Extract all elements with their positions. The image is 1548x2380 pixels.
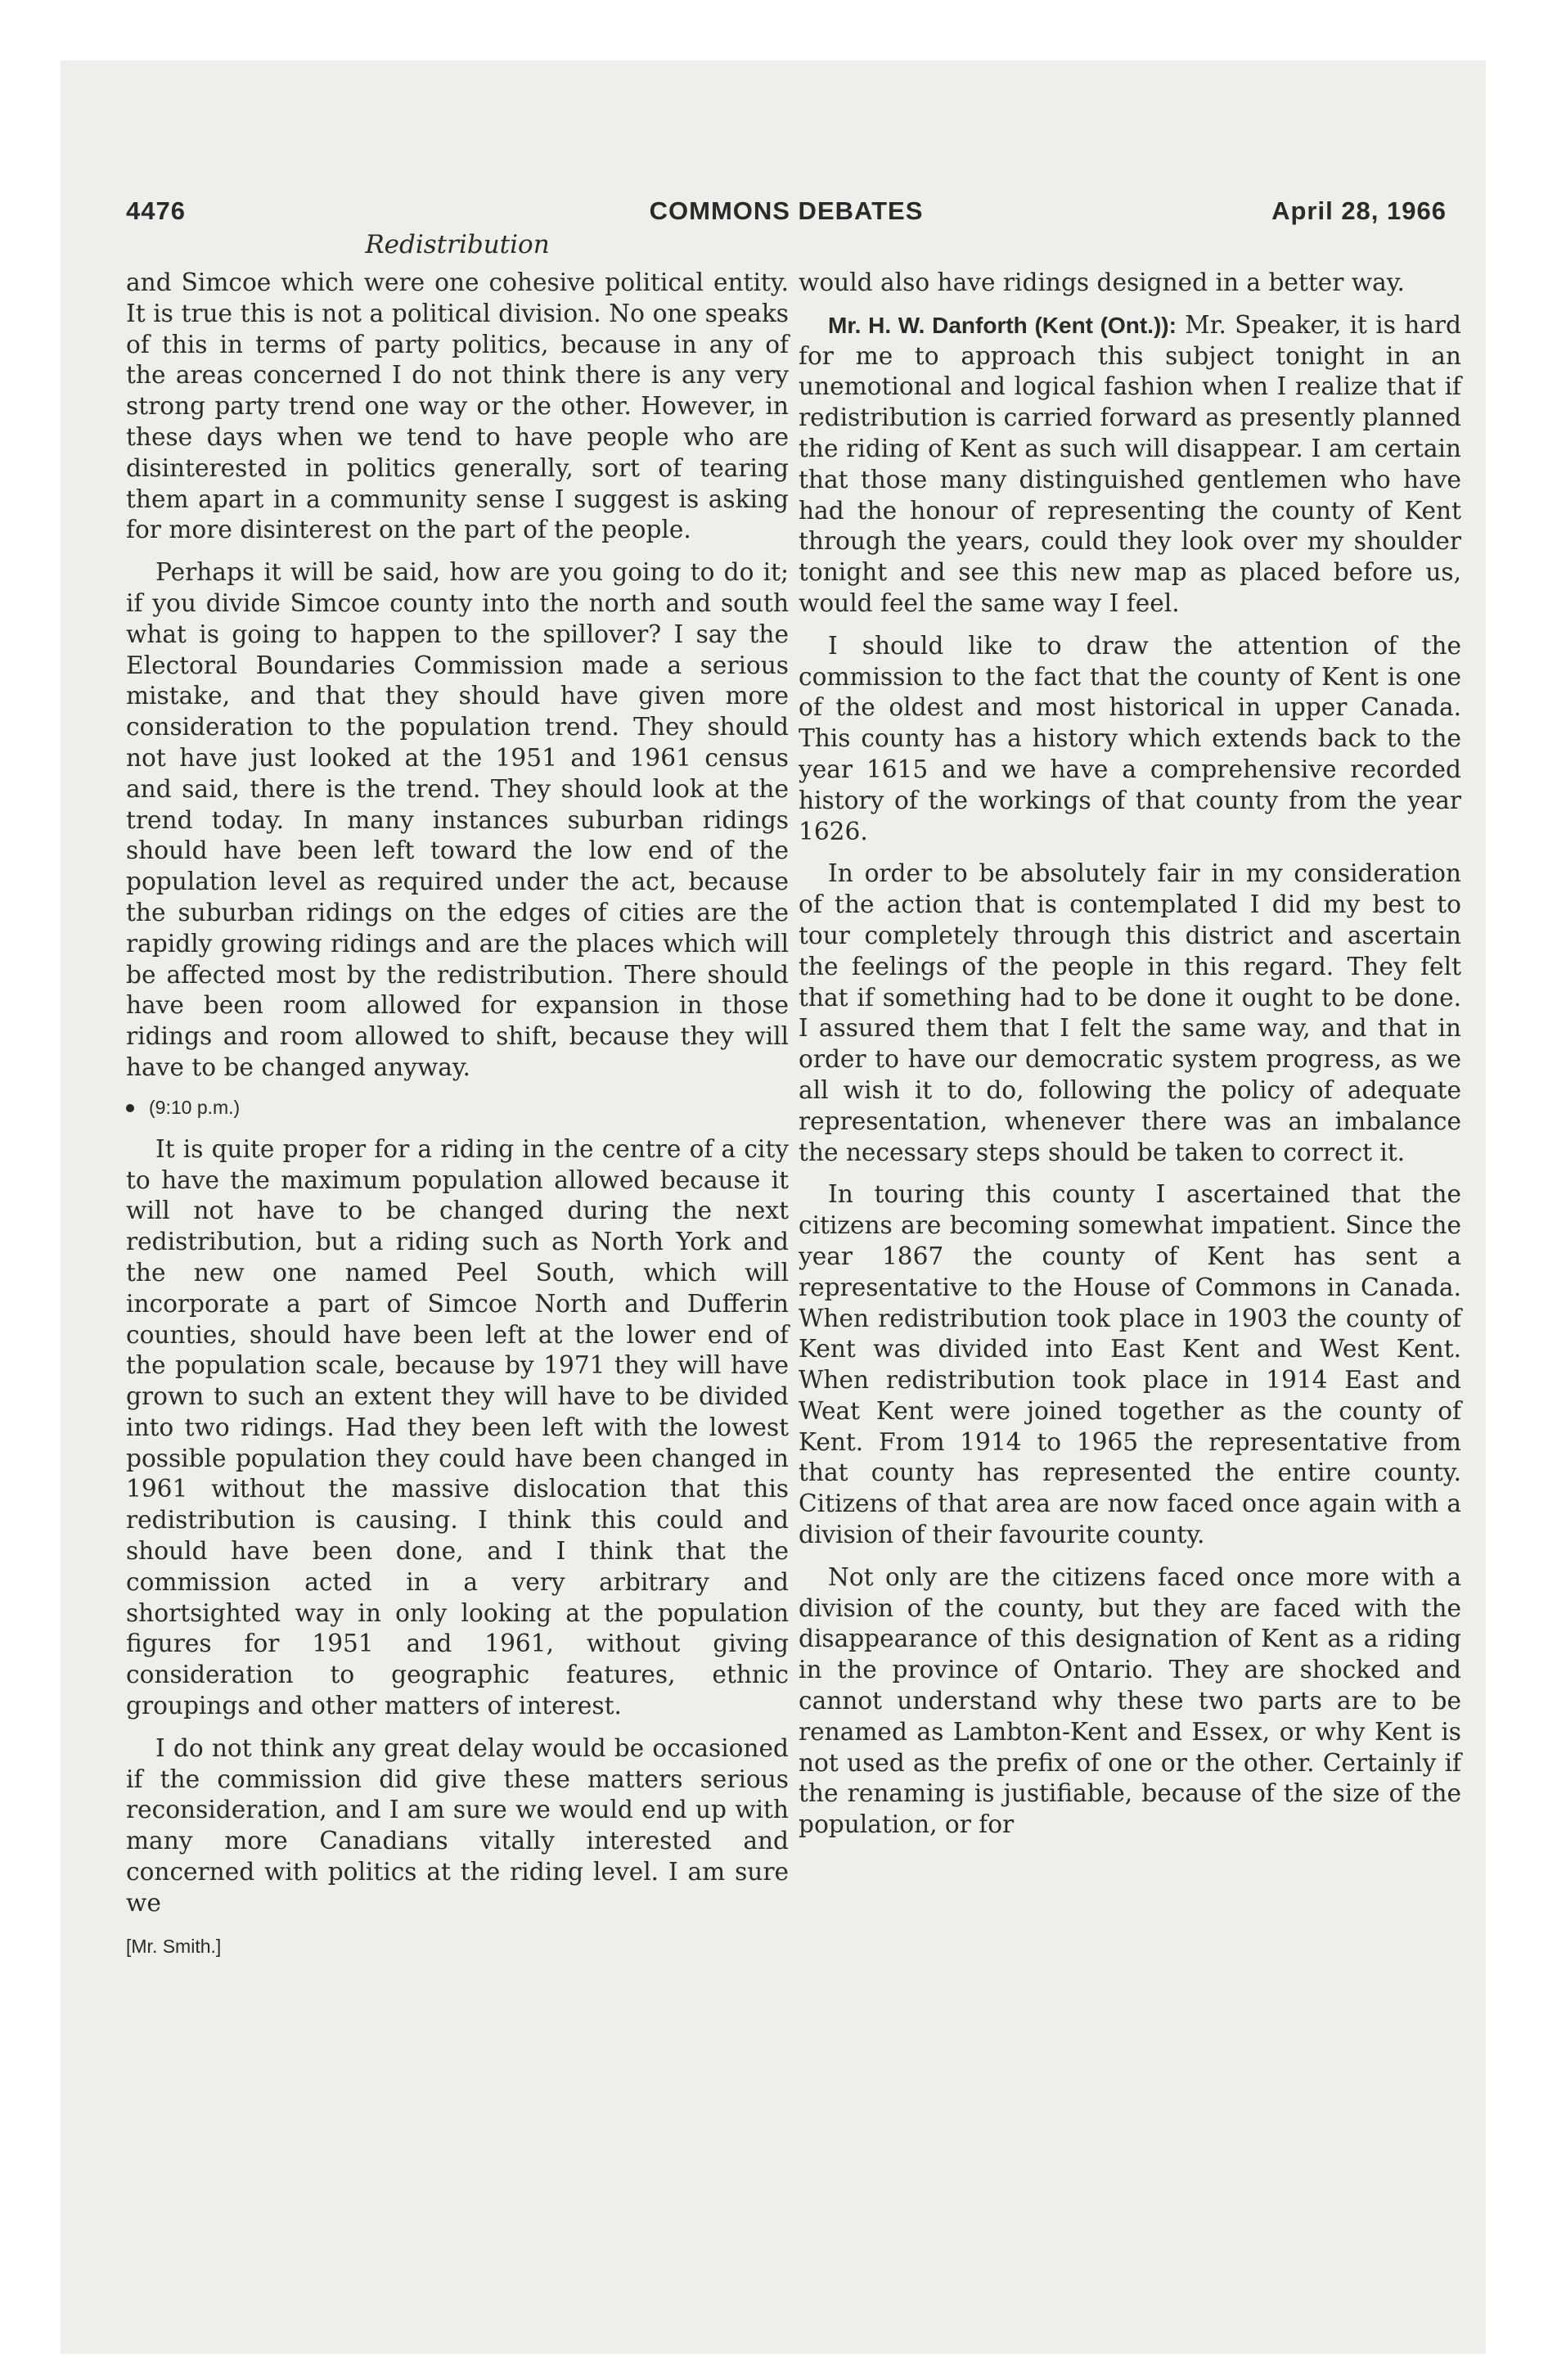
page-number: 4476 — [126, 196, 186, 225]
section-title: Redistribution — [365, 230, 550, 259]
left-paragraph-1: and Simcoe which were one cohesive political entity. It is true this is not a political division. No one speaks of this in terms of party politics, because in any of the areas concerned I do not think there is any very strong party trend one way or the other. However, in these days when we tend to have people who are disinterested in politics generally, sort of tearing them apart in a community sense I suggest is asking for more disinterest on the part of the people. — [126, 268, 789, 544]
left-paragraph-3: It is quite proper for a riding in the centre of a city to have the maximum population allowed because it will not have to be changed during the next redistribution, but a riding such as North York and the new one named Peel South, which will incorporate a part of Simcoe North and Dufferin counties, should have been left at the lower end of the population scale, because by 1971 they will have grown to such an extent they will have to be divided into two ridings. Had they been left with the lowest possible population they could have been changed in 1961 without the massive dislocation that this redistribution is causing. I think this could and should have been done, and I think that the commission acted in a very arbitrary and shortsighted way in only looking at the population figures for 1951 and 1961, without giving consideration to geographic features, ethnic groupings and other matters of interest. — [126, 1134, 789, 1720]
journal-title: COMMONS DEBATES — [649, 196, 924, 225]
right-paragraph-4: In order to be absolutely fair in my consideration of the action that is contemplated I did my best to tour completely through this district and ascertain the feelings of the people in this regard. They felt that if something had to be done it ought to be done. I assured them that I felt the same way, and that in order to have our democratic system progress, as we all wish it to do, following the policy of adequate representation, whenever there was an imbalance the necessary steps should be taken to correct it. — [799, 859, 1461, 1166]
left-paragraph-4: I do not think any great delay would be occasioned if the commission did give these matters serious reconsideration, and I am sure we would end up with many more Canadians vitally interested and concerned with politics at the riding level. I am sure we — [126, 1733, 789, 1917]
time-mark-text: (9:10 p.m.) — [149, 1096, 241, 1118]
right-paragraph-2 — [799, 310, 1461, 620]
speaker-attribution: [Mr. Smith.] — [126, 1935, 222, 1957]
speaker-name: Mr. H. W. Danforth (Kent (Ont.)): — [828, 312, 1177, 338]
time-marker — [126, 1095, 789, 1120]
left-column — [126, 268, 789, 1959]
speech-text: Mr. Speaker, it is hard for me to approach this subject tonight in an unemotional and logical fashion when I realize that if redistribution is carried forward as presently planned the riding of Kent as such will disappear. I am certain that those many distinguished gentlemen who have had the honour of representing the county of Kent through the years, could they look over my shoulder tonight and see this new map as placed before us, would feel the same way I feel. — [799, 310, 1461, 617]
right-column — [799, 268, 1461, 1852]
right-paragraph-3: I should like to draw the attention of the commission to the fact that the county of Kent is one of the oldest and most historical in upper Canada. This county has a history which extends back to the year 1615 and we have a comprehensive recorded history of the workings of that county from the year 1626. — [799, 631, 1461, 845]
running-head — [126, 196, 1447, 229]
right-paragraph-6: Not only are the citizens faced once more with a division of the county, but they are faced with the disappearance of this designation of Kent as a riding in the province of Ontario. They are shocked and cannot understand why these two parts are to be renamed as Lambton-Kent and Essex, or why Kent is not used as the prefix of one or the other. Certainly if the renaming is justifiable, because of the size of the population, or for — [799, 1562, 1461, 1839]
right-paragraph-1: would also have ridings designed in a better way. — [799, 268, 1405, 296]
bullet-icon — [126, 1104, 134, 1112]
issue-date: April 28, 1966 — [1271, 196, 1447, 225]
left-paragraph-2: Perhaps it will be said, how are you going to do it; if you divide Simcoe county into the north and south what is going to happen to the spillover? I say the Electoral Boundaries Commission made a serious mistake, and that they should have given more consideration to the population trend. They should not have just looked at the 1951 and 1961 census and said, there is the trend. They should look at the trend today. In many instances suburban ridings should have been left toward the low end of the population level as required under the act, because the suburban ridings on the edges of cities are the rapidly growing ridings and are the places which will be affected most by the redistribution. There should have been room allowed for expansion in those ridings and room allowed to shift, because they will have to be changed anyway. — [126, 558, 789, 1081]
right-paragraph-5: In touring this county I ascertained that the citizens are becoming somewhat impatient. Since the year 1867 the county of Kent has sent a representative to the House of Commons in Canada. When redistribution took place in 1903 the county of Kent was divided into East Kent and West Kent. When redistribution took place in 1914 East and Weat Kent were joined together as the county of Kent. From 1914 to 1965 the representative from that county has represented the entire county. Citizens of that area are now faced once again with a division of their favourite county. — [799, 1180, 1461, 1549]
